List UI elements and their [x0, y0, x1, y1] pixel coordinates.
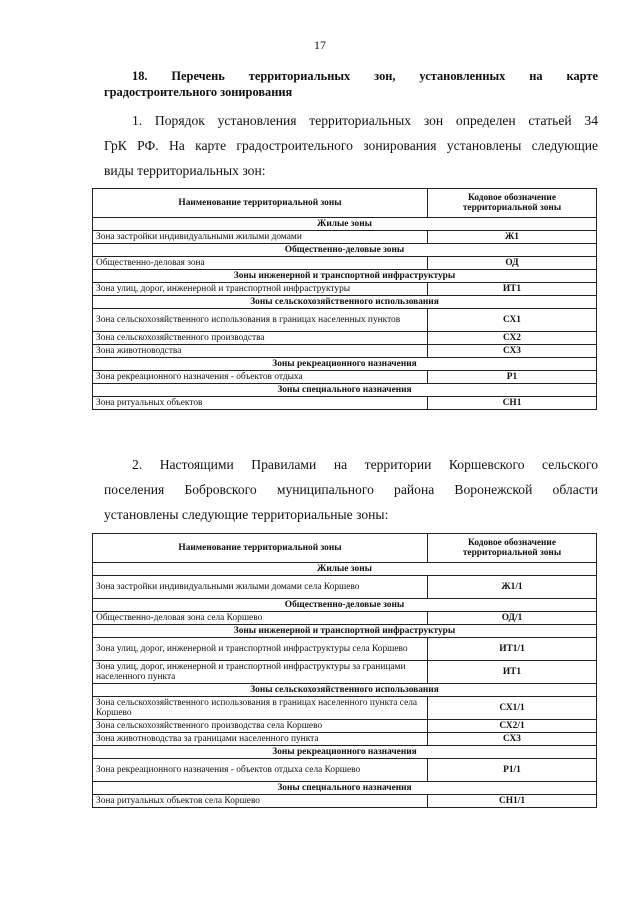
zone-group-title: Общественно-деловые зоны	[93, 244, 597, 257]
zone-name: Зона сельскохозяйственного использования в границах населенных пунктов	[93, 309, 428, 332]
zone-code: СН1	[428, 397, 597, 410]
zone-code: Ж1	[428, 231, 597, 244]
table-header-code: Кодовое обозначение территориальной зоны	[428, 189, 597, 218]
zone-code: СХ1	[428, 309, 597, 332]
section-heading	[104, 68, 598, 100]
table-row	[93, 397, 597, 410]
zone-code: СХ2	[428, 332, 597, 345]
paragraph-line: установлены следующие территориальные зоны:	[104, 507, 389, 522]
table-header-name: Наименование территориальной зоны	[93, 189, 428, 218]
table-header-code: Кодовое обозначение территориальной зоны	[428, 534, 597, 563]
zone-group-title: Жилые зоны	[93, 563, 597, 576]
zone-code: Р1/1	[428, 759, 597, 782]
zone-name: Зона улиц, дорог, инженерной и транспортной инфраструктуры за границами населенного пункта	[93, 661, 428, 684]
zone-code: ОД	[428, 257, 597, 270]
zone-code: СН1/1	[428, 795, 597, 808]
zone-name: Зона сельскохозяйственного использования в границах населенного пункта села Коршево	[93, 697, 428, 720]
paragraph-line: ГрК РФ. На карте градостроительного зонирования установлены следующие	[104, 138, 598, 153]
zone-group-title: Зоны инженерной и транспортной инфраструктуры	[93, 625, 597, 638]
table-row	[93, 332, 597, 345]
zone-group-title: Зоны специального назначения	[93, 782, 597, 795]
zone-code: Р1	[428, 371, 597, 384]
zone-code: ОД/1	[428, 612, 597, 625]
zone-code: СХ1/1	[428, 697, 597, 720]
zone-code: СХ2/1	[428, 720, 597, 733]
table-row	[93, 733, 597, 746]
zone-code: ИТ1	[428, 283, 597, 296]
table-row	[93, 795, 597, 808]
zone-name: Общественно-деловая зона села Коршево	[93, 612, 428, 625]
table-header-row	[93, 189, 597, 218]
zone-name: Зона улиц, дорог, инженерной и транспортной инфраструктуры	[93, 283, 428, 296]
table-group-row	[93, 358, 597, 371]
paragraph-line: виды территориальных зон:	[104, 163, 266, 178]
page-number: 17	[314, 38, 326, 52]
zone-code: СХ3	[428, 345, 597, 358]
table-header-name: Наименование территориальной зоны	[93, 534, 428, 563]
table-group-row	[93, 746, 597, 759]
table-row	[93, 697, 597, 720]
table-row	[93, 612, 597, 625]
table-group-row	[93, 599, 597, 612]
section-heading-line: 18. Перечень территориальных зон, установленных на карте	[132, 69, 598, 83]
table-group-row	[93, 270, 597, 283]
table-group-row	[93, 244, 597, 257]
table-row	[93, 576, 597, 599]
table-group-row	[93, 218, 597, 231]
section-heading-line: градостроительного зонирования	[104, 85, 293, 99]
zone-group-title: Зоны рекреационного назначения	[93, 358, 597, 371]
table-group-row	[93, 625, 597, 638]
zone-name: Зона сельскохозяйственного производства	[93, 332, 428, 345]
table-row	[93, 309, 597, 332]
zone-group-title: Зоны инженерной и транспортной инфраструктуры	[93, 270, 597, 283]
zone-code: СХ3	[428, 733, 597, 746]
table-row	[93, 283, 597, 296]
table-row	[93, 231, 597, 244]
zone-name: Зона ритуальных объектов	[93, 397, 428, 410]
zone-group-title: Общественно-деловые зоны	[93, 599, 597, 612]
table-group-row	[93, 684, 597, 697]
table-row	[93, 661, 597, 684]
zone-name: Зона рекреационного назначения - объектов отдыха	[93, 371, 428, 384]
zone-name: Зона животноводства	[93, 345, 428, 358]
zone-code: Ж1/1	[428, 576, 597, 599]
table-group-row	[93, 296, 597, 309]
paragraph-1	[104, 108, 598, 183]
zone-group-title: Зоны сельскохозяйственного использования	[93, 296, 597, 309]
zone-group-title: Зоны специального назначения	[93, 384, 597, 397]
paragraph-2	[104, 452, 598, 527]
zone-group-title: Зоны рекреационного назначения	[93, 746, 597, 759]
table-group-row	[93, 384, 597, 397]
zone-name: Общественно-деловая зона	[93, 257, 428, 270]
table-row	[93, 257, 597, 270]
table-row	[93, 759, 597, 782]
zones-table-2	[92, 533, 597, 808]
table-group-row	[93, 563, 597, 576]
table-header-row	[93, 534, 597, 563]
table-row	[93, 371, 597, 384]
zone-group-title: Жилые зоны	[93, 218, 597, 231]
zone-name: Зона животноводства за границами населенного пункта	[93, 733, 428, 746]
zone-name: Зона застройки индивидуальными жилыми домами	[93, 231, 428, 244]
table-row	[93, 720, 597, 733]
zones-table-1	[92, 188, 597, 410]
paragraph-line: поселения Бобровского муниципального района Воронежской области	[104, 482, 598, 497]
table-row	[93, 638, 597, 661]
paragraph-line: 1. Порядок установления территориальных зон определен статьей 34	[132, 113, 598, 128]
zone-name: Зона сельскохозяйственного производства села Коршево	[93, 720, 428, 733]
paragraph-line: 2. Настоящими Правилами на территории Коршевского сельского	[132, 457, 598, 472]
zone-name: Зона улиц, дорог, инженерной и транспортной инфраструктуры села Коршево	[93, 638, 428, 661]
zone-code: ИТ1	[428, 661, 597, 684]
zone-name: Зона ритуальных объектов села Коршево	[93, 795, 428, 808]
zone-code: ИТ1/1	[428, 638, 597, 661]
table-group-row	[93, 782, 597, 795]
zone-name: Зона застройки индивидуальными жилыми домами села Коршево	[93, 576, 428, 599]
table-row	[93, 345, 597, 358]
zone-group-title: Зоны сельскохозяйственного использования	[93, 684, 597, 697]
zone-name: Зона рекреационного назначения - объектов отдыха села Коршево	[93, 759, 428, 782]
